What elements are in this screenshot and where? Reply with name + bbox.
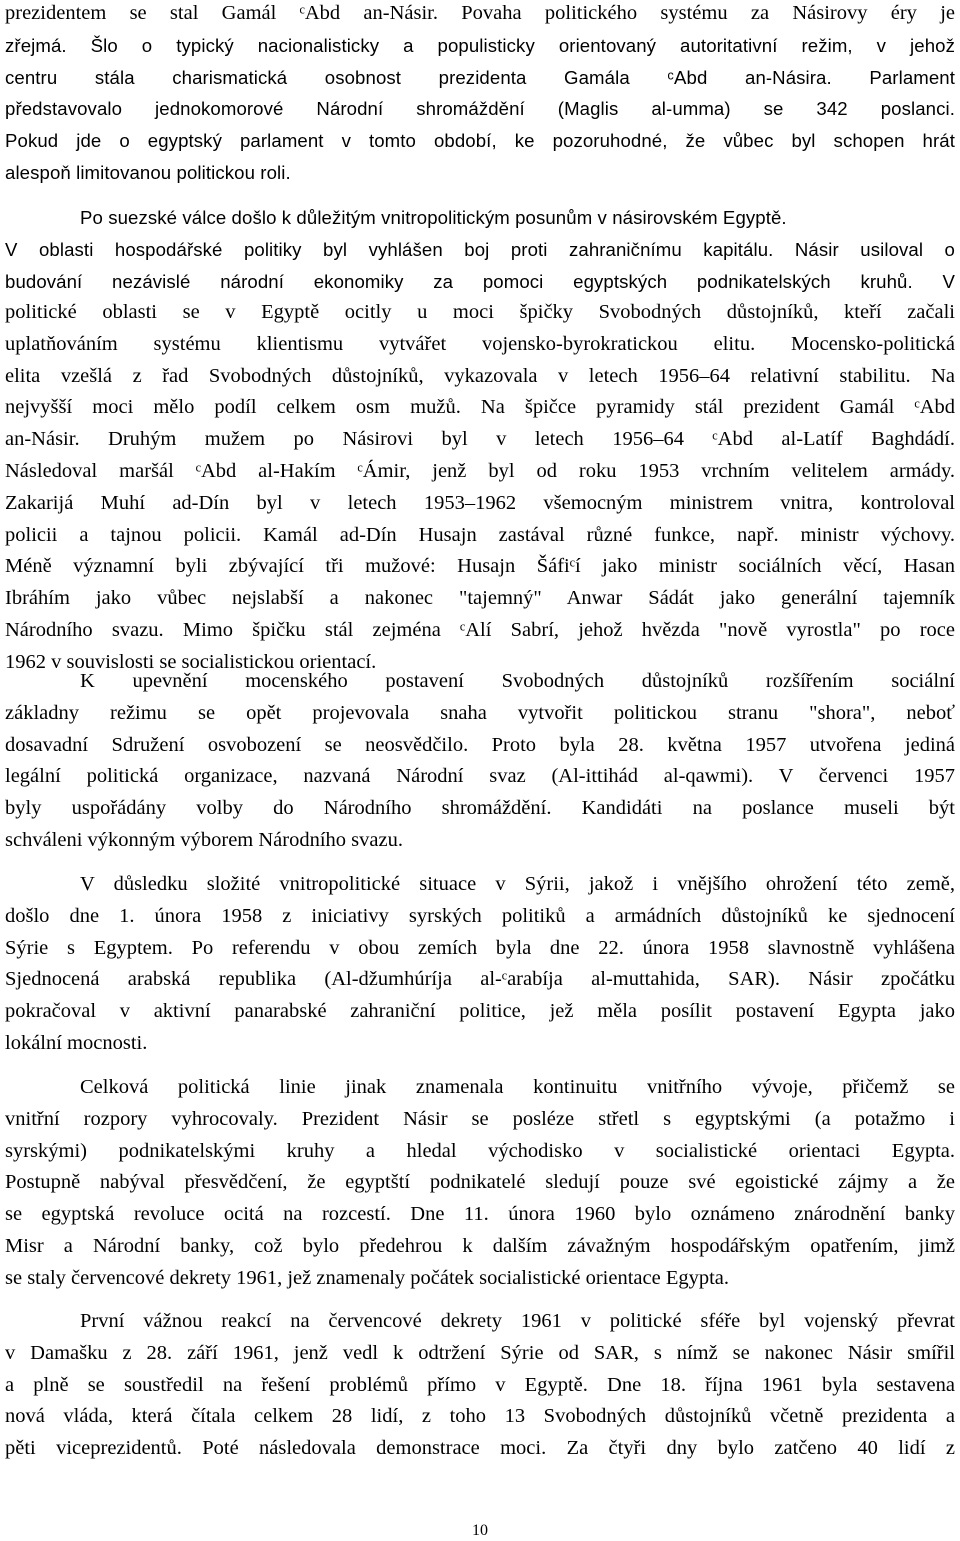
paragraph-3 <box>5 666 955 857</box>
text-line: Pokud jde o egyptský parlament v tomto období, ke pozoruhodné, že vůbec byl schopen hrát <box>5 130 955 152</box>
text-line: an-Násir. Druhým mužem po Násirovi byl v letech 1956–64 ᶜAbd al-Latíf Baghdádí. <box>5 428 955 451</box>
text-line: Ibráhím jako vůbec nejslabší a nakonec "tajemný" Anwar Sádát jako generální tajemník <box>5 587 955 610</box>
text-line: K upevnění mocenského postavení Svobodných důstojníků rozšířením sociální <box>80 670 955 692</box>
paragraph-5 <box>5 1072 955 1295</box>
text-line: Sýrie s Egyptem. Po referendu v obou zemích byla dne 22. února 1958 slavnostně vyhlášena <box>5 936 955 959</box>
text-line: policii a tajnou policii. Kamál ad-Dín Husajn zastával různé funkce, např. ministr výchovy. <box>5 523 955 546</box>
text-line: uplatňováním systému klientismu vytvářet vojensko-byrokratickou elitu. Mocensko-politická <box>5 332 955 355</box>
text-line: V oblasti hospodářské politiky byl vyhlášen boj proti zahraničnímu kapitálu. Násir usiloval o <box>5 238 955 260</box>
paragraph-4 <box>5 869 955 1060</box>
text-line: V důsledku složité vnitropolitické situace v Sýrii, jakož i vnějšího ohrožení této země, <box>80 873 955 895</box>
text-line: došlo dne 1. února 1958 z iniciativy syrských politiků a armádních důstojníků ke sjednocení <box>5 904 955 927</box>
text-line: Zakarijá Muhí ad-Dín byl v letech 1953–1962 všemocným ministrem vnitra, kontroloval <box>5 491 955 514</box>
text-line: Postupně nabýval přesvědčení, že egyptští podnikatelé sledují pouze své egoistické zájmy a že <box>5 1171 955 1194</box>
text-line: Méně významní byli zbývající tři mužové: Husajn Šáfiᶜí jako ministr sociálních věcí, Hasan <box>5 555 955 578</box>
text-line: pokračoval v aktivní panarabské zahraniční politice, jež měla posílit postavení Egypta jako <box>5 1000 955 1023</box>
text-line: Celková politická linie jinak znamenala kontinuitu vnitřního vývoje, přičemž se <box>80 1076 955 1098</box>
text-line: a plně se soustředil na řešení problémů přímo v Egyptě. Dne 18. října 1961 byla sestavena <box>5 1373 955 1396</box>
paragraph-2 <box>5 202 955 297</box>
text-line: alespoň limitovanou politickou roli. <box>5 161 291 183</box>
text-line: Národního svazu. Mimo špičku stál zejména ᶜAlí Sabrí, jehož hvězda "nově vyrostla" po roce <box>5 618 955 641</box>
paragraph-6 <box>5 1306 955 1465</box>
text-line: představovalo jednokomorové Národní shromáždění (Maglis al-umma) se 342 poslanci. <box>5 98 955 120</box>
text-line: vnitřní rozpory vyhrocovaly. Prezident Násir se posléze střetl s egyptskými (a potažmo i <box>5 1107 955 1130</box>
text-line: schváleni výkonným výborem Národního svazu. <box>5 828 403 851</box>
text-line: Po suezské válce došlo k důležitým vnitropolitickým posunům v násirovském Egyptě. <box>80 207 787 228</box>
text-line: dosavadní Sdružení osvobození se neosvědčilo. Proto byla 28. května 1957 utvořena jediná <box>5 733 955 756</box>
text-line: Následoval maršál ᶜAbd al-Hakím ᶜÁmir, jenž byl od roku 1953 vrchním velitelem armády. <box>5 459 955 482</box>
text-line: byly uspořádány volby do Národního shromáždění. Kandidáti na poslance museli být <box>5 797 955 820</box>
paragraph-2-continued <box>5 297 955 679</box>
text-line: lokální mocnosti. <box>5 1031 148 1054</box>
text-line: elita vzešlá z řad Svobodných důstojníků, vykazovala v letech 1956–64 relativní stabilitu. Na <box>5 364 955 387</box>
text-line: se egyptská revoluce ocitá na rozcestí. Dne 11. února 1960 bylo oznámeno znárodnění banky <box>5 1203 955 1226</box>
text-line: legální politická organizace, nazvaná Národní svaz (Al-ittihád al-qawmi). V červenci 1957 <box>5 765 955 788</box>
text-line: syrskými) podnikatelskými kruhy a hledal východisko v socialistické orientaci Egypta. <box>5 1139 955 1162</box>
text-line: základny režimu se opět projevovala snaha vytvořit politickou stranu "shora", neboť <box>5 701 955 724</box>
text-line: centru stála charismatická osobnost prezidenta Gamála ᶜAbd an-Násira. Parlament <box>5 66 955 88</box>
text-line: nová vláda, která čítala celkem 28 lidí, z toho 13 Svobodných důstojníků včetně prezidenta a <box>5 1405 955 1428</box>
text-line: prezidentem se stal Gamál ᶜAbd an-Násir. Povaha politického systému za Násirovy éry je <box>5 2 955 24</box>
text-line: Misr a Národní banky, což bylo předehrou k dalším závažným hospodářským opatřením, jimž <box>5 1234 955 1257</box>
page-number: 10 <box>472 1522 488 1539</box>
text-line: zřejmá. Šlo o typický nacionalisticky a populisticky orientovaný autoritativní režim, v jehož <box>5 34 955 56</box>
text-line: Sjednocená arabská republika (Al-džumhúríja al-ᶜarabíja al-muttahida, SAR). Násir zpočátku <box>5 968 955 991</box>
text-line: v Damašku z 28. září 1961, jenž vedl k odtržení Sýrie od SAR, s nímž se nakonec Násir smířil <box>5 1341 955 1364</box>
text-line: pěti viceprezidentů. Poté následovala demonstrace moci. Za čtyři dny bylo zatčeno 40 lidí z <box>5 1437 955 1460</box>
paragraph-1 <box>5 0 955 189</box>
text-line: 1962 v souvislosti se socialistickou orientací. <box>5 650 377 673</box>
text-line: budování nezávislé národní ekonomiky za pomoci egyptských podnikatelských kruhů. V <box>5 270 955 292</box>
text-line: nejvyšší moci mělo podíl celkem osm mužů. Na špičce pyramidy stál prezident Gamál ᶜAbd <box>5 396 955 419</box>
text-line: politické oblasti se v Egyptě ocitly u moci špičky Svobodných důstojníků, kteří začali <box>5 301 955 323</box>
text-line: se staly červencové dekrety 1961, jež znamenaly počátek socialistické orientace Egypta. <box>5 1266 730 1289</box>
text-line: První vážnou reakcí na červencové dekrety 1961 v politické sféře byl vojenský převrat <box>80 1310 955 1332</box>
